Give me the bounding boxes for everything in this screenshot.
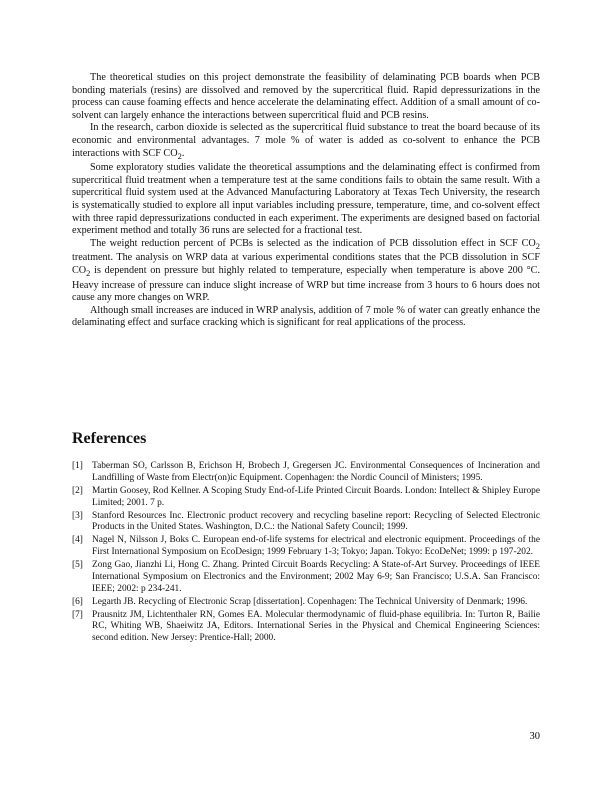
reference-item	[72, 535, 540, 559]
paragraph	[72, 305, 540, 330]
reference-text: Zong Gao, Jianzhi Li, Hong C. Zhang. Printed Circuit Boards Recycling: A State-of-Art Survey. Proceedings of IEEE International Symposium on Electronics and the Environment; 2002 May 6-9; San Francisco; U.S.A. San Francisco: IEEE; 2002: p 234-241.	[92, 560, 540, 594]
reference-number: [4]	[72, 535, 83, 546]
paragraph-text: .	[181, 147, 185, 159]
reference-number: [6]	[72, 596, 83, 607]
paragraph-text: Some exploratory studies validate the theoretical assumptions and the delaminating effect is confirmed from supercritical fluid treatment when a temperature test at the same conditions fails to obtain the same result. With a supercritical fluid system used at the Advanced Manufacturing Laboratory at Texas Tech University, the research is systematically studied to explore all input variables including pressure, temperature, time, and co-solvent effect with three rapid depressurizations conducted in each experiment. The experiments are designed based on factorial experiment method and totally 36 runs are selected for a fractional test.	[72, 162, 540, 237]
subscript: 2	[535, 240, 540, 251]
reference-number: [2]	[72, 485, 83, 496]
paragraph-text: treatment. The analysis on WRP data at various experimental conditions states that the PCB dissolution in SCF CO	[72, 252, 540, 276]
reference-text: Martin Goosey, Rod Kellner. A Scoping Study End-of-Life Printed Circuit Boards. London: Intellect & Shipley Europe Limited; 2001. 7 p.	[92, 485, 540, 508]
subscript: 2	[86, 268, 91, 278]
paragraph	[72, 238, 540, 305]
paragraph-text: The weight reduction percent of PCBs is selected as the indication of PCB dissolution effect in SCF CO	[90, 237, 536, 249]
paragraph	[72, 162, 540, 238]
reference-number: [3]	[72, 510, 83, 521]
reference-item	[72, 511, 540, 535]
reference-item	[72, 560, 540, 595]
paragraph-text: In the research, carbon dioxide is selected as the supercritical fluid substance to treat the board because of its economic and environmental advantages. 7 mole % of water is added as co-solvent to enhance the PCB interactions with SCF CO	[72, 122, 540, 159]
reference-item	[72, 610, 540, 645]
reference-item	[72, 486, 540, 510]
reference-text: Prausnitz JM, Lichtenthaler RN, Gomes EA. Molecular thermodynamic of fluid-phase equilibria. In: Turton R, Bailie RC, Whiting WB, Shaeiwitz JA, Editors. International Series in the Physical and Chemical Engineering Sciences: second edition. New Jersey: Prentice-Hall; 2000.	[92, 609, 540, 644]
page-number: 30	[529, 731, 540, 742]
reference-number: [5]	[72, 560, 83, 571]
reference-item	[72, 597, 540, 609]
reference-text: Nagel N, Nilsson J, Boks C. European end-of-life systems for electrical and electronic equipment. Proceedings of the First International Symposium on EcoDesign; 1999 February 1-3; Tokyo; Japan. Tokyo: EcoDeNet; 1999: p 197-202.	[92, 535, 540, 558]
reference-number: [7]	[72, 609, 83, 620]
paragraph-text: Although small increases are induced in WRP analysis, addition of 7 mole % of water can greatly enhance the delaminating effect and surface cracking which is significant for real applications of the process.	[72, 304, 540, 329]
reference-text: Taberman SO, Carlsson B, Erichson H, Brobech J, Gregersen JC. Environmental Consequences of Incineration and Landfilling of Waste from Electr(on)ic Equipment. Copenhagen: the Nordic Council of Ministers; 1995.	[92, 461, 540, 483]
subscript: 2	[177, 150, 182, 161]
reference-item	[72, 461, 540, 485]
reference-number: [1]	[72, 461, 83, 471]
paragraph	[72, 72, 540, 122]
body-text	[72, 72, 540, 330]
reference-text: Legarth JB. Recycling of Electronic Scrap [dissertation]. Copenhagen: The Technical University of Denmark; 1996.	[92, 596, 528, 607]
paragraph-text: is dependent on pressure but highly related to temperature, especially when temperature is above 200 °C. Heavy increase of pressure can induce slight increase of WRP but time increase from 3 hours to 6 hours does not cause any more changes on WRP.	[72, 264, 540, 304]
paragraph-text: The theoretical studies on this project demonstrate the feasibility of delaminating PCB boards when PCB bonding materials (resins) are dissolved and removed by the supercritical fluid. Rapid depressurizations in the process can cause foaming effects and hence accelerate the delaminating effect. Addition of a small amount of co-solvent can largely enhance the interactions between supercritical fluid and PCB resins.	[72, 72, 540, 121]
reference-text: Stanford Resources Inc. Electronic product recovery and recycling baseline report: Recycling of Selected Electronic Products in the United States. Washington, D.C.: the National Safety Council; 1999.	[92, 510, 540, 533]
references-list	[72, 461, 540, 646]
references-heading: References	[72, 430, 147, 447]
paragraph	[72, 122, 540, 162]
